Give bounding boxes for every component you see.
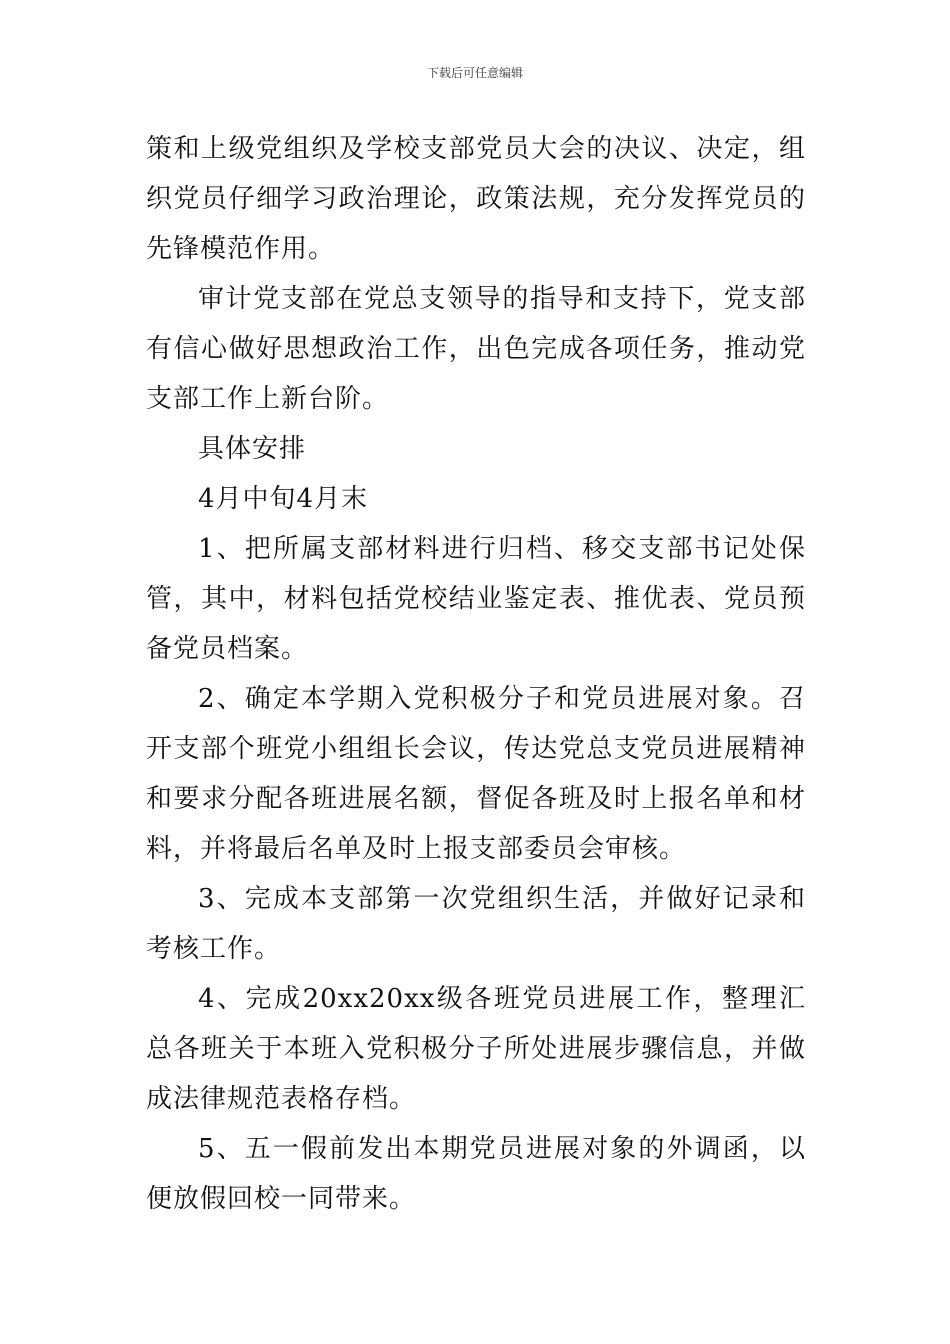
page-header-note: 下载后可任意编辑	[426, 66, 523, 80]
list-item-1: 1、把所属支部材料进行归档、移交支部书记处保管，其中，材料包括党校结业鉴定表、推优表、党员预备党员档案。	[146, 534, 806, 664]
list-item-3: 3、完成本支部第一次党组织生活，并做好记录和考核工作。	[146, 884, 806, 964]
list-item-4: 4、完成20xx20xx级各班党员进展工作，整理汇总各班关于本班入党积极分子所处进展步骤信息，并做成法律规范表格存档。	[146, 984, 806, 1114]
section-heading: 具体安排	[198, 434, 307, 464]
document-body	[146, 124, 806, 1224]
list-item-2: 2、确定本学期入党积极分子和党员进展对象。召开支部个班党小组组长会议，传达党总支党员进展精神和要求分配各班进展名额，督促各班及时上报名单和材料，并将最后名单及时上报支部委员会审核。	[146, 684, 806, 864]
list-item-5: 5、五一假前发出本期党员进展对象的外调函，以便放假回校一同带来。	[146, 1134, 806, 1214]
date-range: 4月中旬4月末	[198, 484, 369, 514]
paragraph-2: 审计党支部在党总支领导的指导和支持下，党支部有信心做好思想政治工作，出色完成各项任务，推动党支部工作上新台阶。	[146, 284, 806, 414]
paragraph-1: 策和上级党组织及学校支部党员大会的决议、决定，组织党员仔细学习政治理论，政策法规，充分发挥党员的先锋模范作用。	[146, 134, 806, 264]
